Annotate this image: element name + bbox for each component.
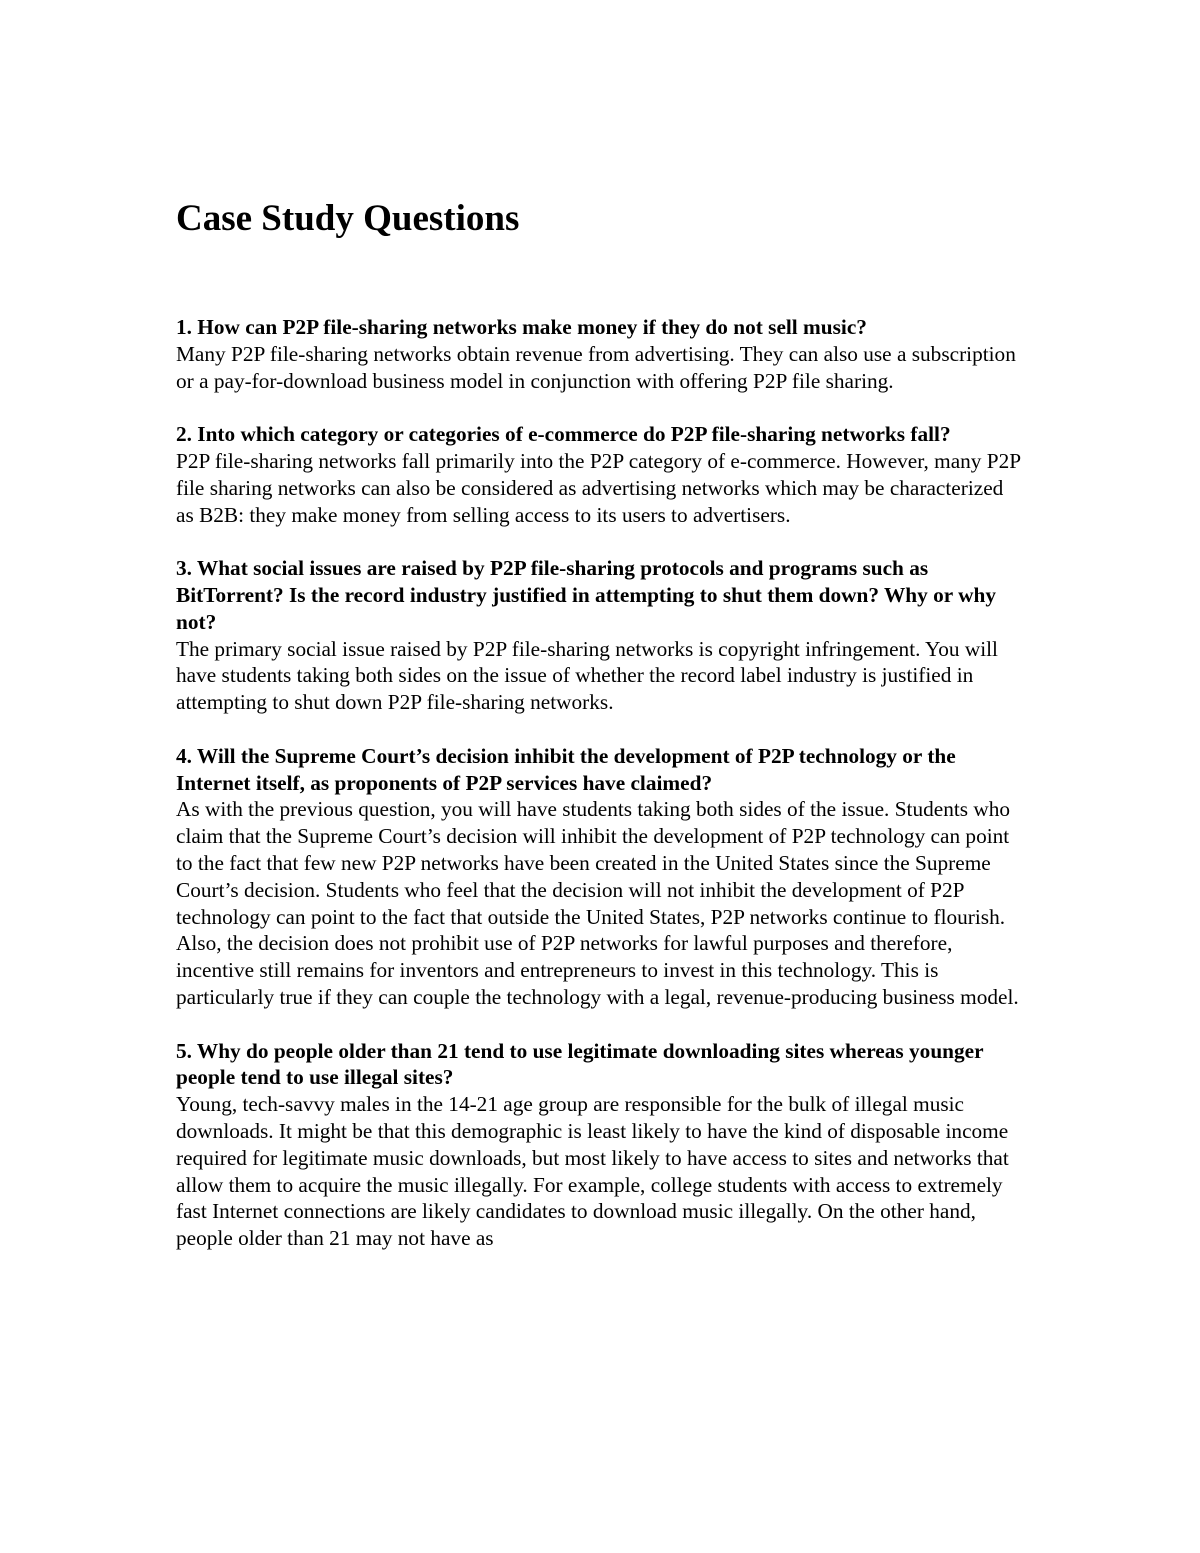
question-text: 1. How can P2P file-sharing networks make money if they do not sell music?	[176, 315, 867, 339]
qa-item-4	[176, 743, 1026, 1011]
question-text: 3. What social issues are raised by P2P file-sharing protocols and programs such as BitTorrent? Is the record industry justified in attempting to shut them down? Why or why not?	[176, 556, 996, 634]
question-text: 5. Why do people older than 21 tend to use legitimate downloading sites whereas younger people tend to use illegal sites?	[176, 1038, 984, 1090]
question-text: 4. Will the Supreme Court’s decision inhibit the development of P2P technology or the Internet itself, as proponents of P2P services have claimed?	[176, 743, 956, 795]
answer-text: As with the previous question, you will have students taking both sides of the issue. Students who claim that the Supreme Court’s decision will inhibit the development of P2P technology can point to the fact that few new P2P networks have been created in the United States since the Supreme Court’s decision. Students who feel that the decision will not inhibit the development of P2P technology can point to the fact that outside the United States, P2P networks continue to flourish. Also, the decision does not prohibit use of P2P networks for lawful purposes and therefore, incentive still remains for inventors and entrepreneurs to invest in this technology. This is particularly true if they can couple the technology with a legal, revenue-producing business model.	[176, 797, 1019, 1009]
page-title: Case Study Questions	[176, 198, 520, 239]
document-body	[176, 196, 1026, 1279]
question-text: 2. Into which category or categories of e-commerce do P2P file-sharing networks fall?	[176, 422, 951, 447]
qa-item-3	[176, 555, 1026, 716]
qa-item-1	[176, 314, 1026, 394]
answer-text: Young, tech-savvy males in the 14-21 age group are responsible for the bulk of illegal music downloads. It might be that this demographic is least likely to have the kind of disposable income required for legitimate music downloads, but most likely to have access to sites and networks that allow them to acquire the music illegally. For example, college students with access to extremely fast Internet connections are likely candidates to download music illegally. On the other hand, people older than 21 may not have as	[176, 1092, 1009, 1251]
qa-item-5	[176, 1038, 1026, 1252]
answer-text: Many P2P file-sharing networks obtain revenue from advertising. They can also use a subscription or a pay-for-download business model in conjunction with offering P2P file sharing.	[176, 341, 1016, 393]
answer-text: The primary social issue raised by P2P file-sharing networks is copyright infringement. You will have students taking both sides on the issue of whether the record label industry is justified in attempting to shut down P2P file-sharing networks.	[176, 636, 998, 715]
qa-item-2	[176, 421, 1026, 528]
answer-text: P2P file-sharing networks fall primarily into the P2P category of e-commerce. However, many P2P file sharing networks can also be considered as advertising networks which may be characterized as B2B: they make money from selling access to its users to advertisers.	[176, 448, 1021, 527]
